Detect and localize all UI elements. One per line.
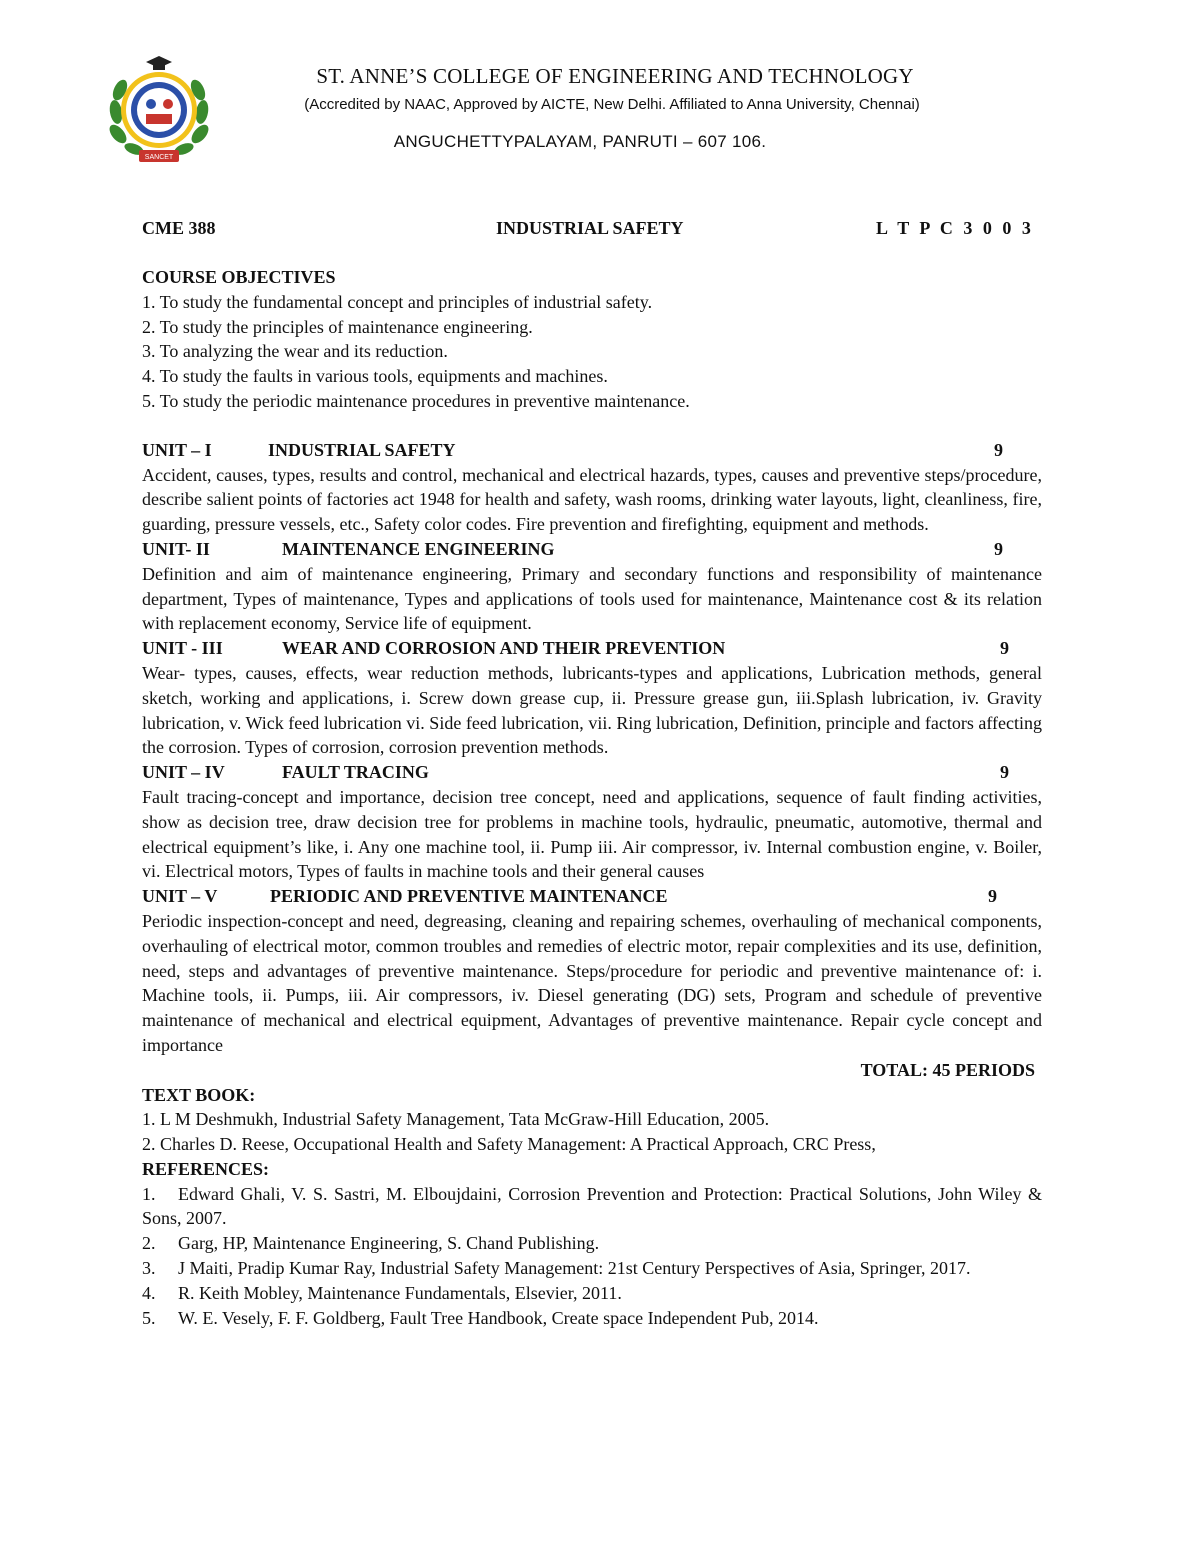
- reference-item: [142, 1231, 1042, 1256]
- course-title: INDUSTRIAL SAFETY: [496, 218, 684, 238]
- reference-number: 4.: [142, 1282, 156, 1303]
- unit-hours: 9: [994, 538, 1003, 559]
- unit-content: Fault tracing-concept and importance, decision tree concept, need and applications, sequence of fault finding activities, show as decision tree, draw decision tree for problems in machine tools, hydraulic, pneumatic, automotive, thermal and electrical equipment’s like, i. Any one machine tool, ii. Pump iii. Air compressor, iv. Internal combustion engine, v. Boiler, vi. Electrical motors, Types of faults in machine tools and their general causes: [142, 786, 1042, 882]
- unit-content: Accident, causes, types, results and control, mechanical and electrical hazards, types, causes and preventive steps/procedure, describe salient points of factories act 1948 for health and safety, wash rooms, drinking water layouts, light, cleanliness, fire, guarding, pressure vessels, etc., Safety color codes. Fire prevention and firefighting, equipment and methods.: [142, 464, 1042, 535]
- accreditation-line: (Accredited by NAAC, Approved by AICTE, New Delhi. Affiliated to Anna University, Chennai): [304, 96, 920, 113]
- objective-item: 2. To study the principles of maintenance engineering.: [142, 316, 533, 337]
- logo-banner-text: SANCET: [144, 154, 174, 161]
- unit-content: Wear- types, causes, effects, wear reduction methods, lubricants-types and applications, Lubrication methods, general sketch, working and applications, i. Screw down grease cup, ii. Pressure grease gun, iii.Splash lubrication, iv. Gravity lubrication, v. Wick feed lubrication vi. Side feed lubrication, vii. Ring lubrication, Definition, principle and factors affecting the corrosion. Types of corrosion, corrosion prevention methods.: [142, 662, 1042, 758]
- unit-title: INDUSTRIAL SAFETY: [268, 439, 456, 460]
- unit-heading: [142, 884, 1042, 909]
- unit-heading: [142, 438, 1042, 463]
- unit-content: Periodic inspection-concept and need, degreasing, cleaning and repairing schemes, overhauling of mechanical components, overhauling of electrical motor, common troubles and remedies of electric motor, repair complexities and its use, definition, need, steps and advantages of preventive maintenance. Steps/procedure for periodic and preventive maintenance of: i. Machine tools, ii. Pumps, iii. Air compressors, iv. Diesel generating (DG) sets, Program and schedule of preventive maintenance of mechanical and electrical equipment, Advantages of preventive maintenance. Repair cycle concept and importance: [142, 910, 1042, 1055]
- unit-number: UNIT – I: [142, 439, 212, 460]
- course-code: CME 388: [142, 218, 216, 238]
- objective-item: 3. To analyzing the wear and its reduction.: [142, 341, 448, 362]
- reference-item: [142, 1306, 1042, 1331]
- objectives-heading: COURSE OBJECTIVES: [142, 267, 336, 287]
- unit-heading: [142, 636, 1042, 661]
- unit-number: UNIT – IV: [142, 762, 225, 783]
- college-name: ST. ANNE’S COLLEGE OF ENGINEERING AND TECHNOLOGY: [316, 64, 914, 88]
- reference-number: 3.: [142, 1258, 156, 1279]
- objective-item: 4. To study the faults in various tools, equipments and machines.: [142, 366, 608, 387]
- reference-text: J Maiti, Pradip Kumar Ray, Industrial Safety Management: 21st Century Perspectives of Asia, Springer, 2017.: [178, 1258, 971, 1279]
- reference-number: 2.: [142, 1233, 156, 1254]
- college-address: ANGUCHETTYPALAYAM, PANRUTI – 607 106.: [393, 132, 767, 151]
- reference-number: 1.: [142, 1183, 156, 1204]
- reference-text: R. Keith Mobley, Maintenance Fundamentals, Elsevier, 2011.: [178, 1282, 622, 1303]
- textbook-item: 2. Charles D. Reese, Occupational Health and Safety Management: A Practical Approach, CRC Press,: [142, 1134, 876, 1155]
- references-heading: REFERENCES:: [142, 1158, 270, 1179]
- textbook-item: 1. L M Deshmukh, Industrial Safety Management, Tata McGraw-Hill Education, 2005.: [142, 1109, 770, 1130]
- unit-heading: [142, 537, 1042, 562]
- unit-title: WEAR AND CORROSION AND THEIR PREVENTION: [282, 638, 726, 659]
- objective-item: 5. To study the periodic maintenance procedures in preventive maintenance.: [142, 390, 690, 411]
- unit-content: Definition and aim of maintenance engineering, Primary and secondary functions and responsibility of maintenance department, Types of maintenance, Types and applications of tools used for maintenance, Maintenance cost & its relation with replacement economy, Service life of equipment.: [142, 563, 1042, 634]
- unit-hours: 9: [1000, 762, 1009, 783]
- unit-number: UNIT – V: [142, 886, 218, 907]
- reference-item: [142, 1182, 1042, 1232]
- reference-text: Garg, HP, Maintenance Engineering, S. Chand Publishing.: [178, 1233, 600, 1254]
- reference-text: Edward Ghali, V. S. Sastri, M. Elboujdaini, Corrosion Prevention and Protection: Practical Solutions, John Wiley & Sons, 2007.: [142, 1183, 1042, 1229]
- textbook-heading: TEXT BOOK:: [142, 1084, 256, 1105]
- unit-number: UNIT - III: [142, 638, 223, 659]
- unit-number: UNIT- II: [142, 538, 210, 559]
- reference-number: 5.: [142, 1307, 156, 1328]
- objective-item: 1. To study the fundamental concept and principles of industrial safety.: [142, 291, 653, 312]
- unit-heading: [142, 760, 1042, 785]
- unit-title: PERIODIC AND PREVENTIVE MAINTENANCE: [270, 886, 668, 907]
- unit-hours: 9: [988, 886, 997, 907]
- syllabus-content: [142, 265, 1042, 1330]
- unit-title: FAULT TRACING: [282, 762, 429, 783]
- reference-item: [142, 1256, 1042, 1281]
- reference-text: W. E. Vesely, F. F. Goldberg, Fault Tree Handbook, Create space Independent Pub, 2014.: [178, 1307, 819, 1328]
- reference-item: [142, 1281, 1042, 1306]
- course-credits: L T P C 3 0 0 3: [876, 218, 1034, 238]
- unit-hours: 9: [1000, 638, 1009, 659]
- unit-title: MAINTENANCE ENGINEERING: [282, 538, 555, 559]
- unit-hours: 9: [994, 439, 1003, 460]
- total-periods: TOTAL: 45 PERIODS: [860, 1059, 1035, 1080]
